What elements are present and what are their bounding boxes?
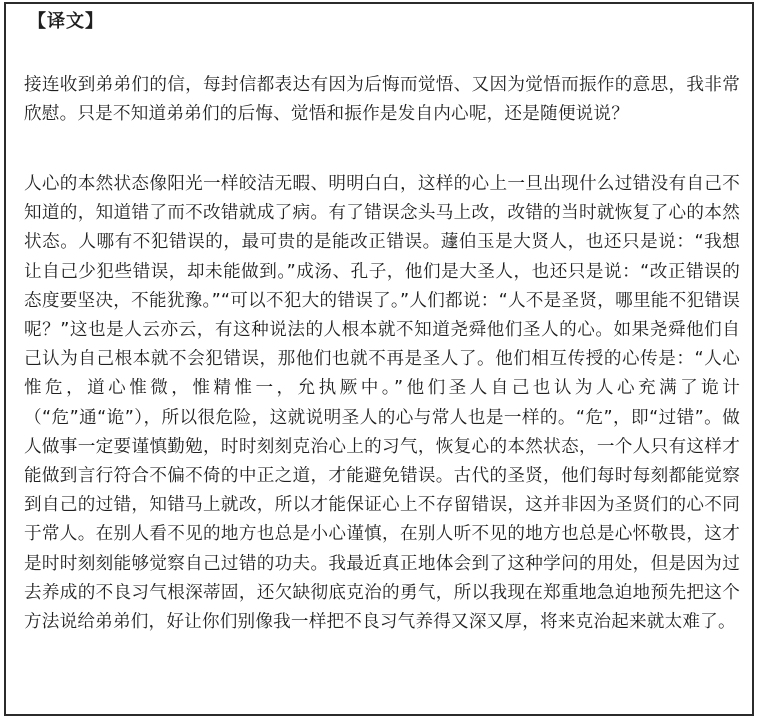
- paragraph-2: 人心的本然状态像阳光一样皎洁无暇、明明白白，这样的心上一旦出现什么过错没有自己不知道的，知道错了而不改错就成了病。有了错误念头马上改，改错的当时就恢复了心的本然状态。人哪有不犯错误的，最可贵的是能改正错误。蘧伯玉是大贤人，也还只是说：“我想让自己少犯些错误，却未能做到。”成汤、孔子，他们是大圣人，也还只是说：“改正错误的态度要坚决，不能犹豫。”“可以不犯大的错误了。”人们都说：“人不是圣贤，哪里能不犯错误呢？”这也是人云亦云，有这种说法的人根本就不知道尧舜他们圣人的心。如果尧舜他们自己认为自己根本就不会犯错误，那他们也就不再是圣人了。他们相互传授的心传是：“人心惟危，道心惟微，惟精惟一，允执厥中。”他们圣人自己也认为人心充满了诡计（“危”通“诡”），所以很危险，这就说明圣人的心与常人也是一样的。“危”，即“过错”。做人做事一定要谨慎勤勉，时时刻刻克治心上的习气，恢复心的本然状态，一个人只有这样才能做到言行符合不偏不倚的中正之道，才能避免错误。古代的圣贤，他们每时每刻都能觉察到自己的过错，知错马上就改，所以才能保证心上不存留错误，这并非因为圣贤们的心不同于常人。在别人看不见的地方也总是小心谨慎，在别人听不见的地方也总是心怀敬畏，这才是时时刻刻能够觉察自己过错的功夫。我最近真正地体会到了这种学问的用处，但是因为过去养成的不良习气根深蒂固，还欠缺彻底克治的勇气，所以我现在郑重地急迫地预先把这个方法说给弟弟们，好让你们别像我一样把不良习气养得又深又厚，将来克治起来就太难了。: [24, 174, 740, 633]
- paragraph-1: 接连收到弟弟们的信，每封信都表达有因为后悔而觉悟、又因为觉悟而振作的意思，我非常欣慰。只是不知道弟弟们的后悔、觉悟和振作是发自内心呢，还是随便说说？: [24, 75, 740, 125]
- section-heading: 【译文】: [28, 11, 104, 32]
- document-frame: [4, 2, 754, 716]
